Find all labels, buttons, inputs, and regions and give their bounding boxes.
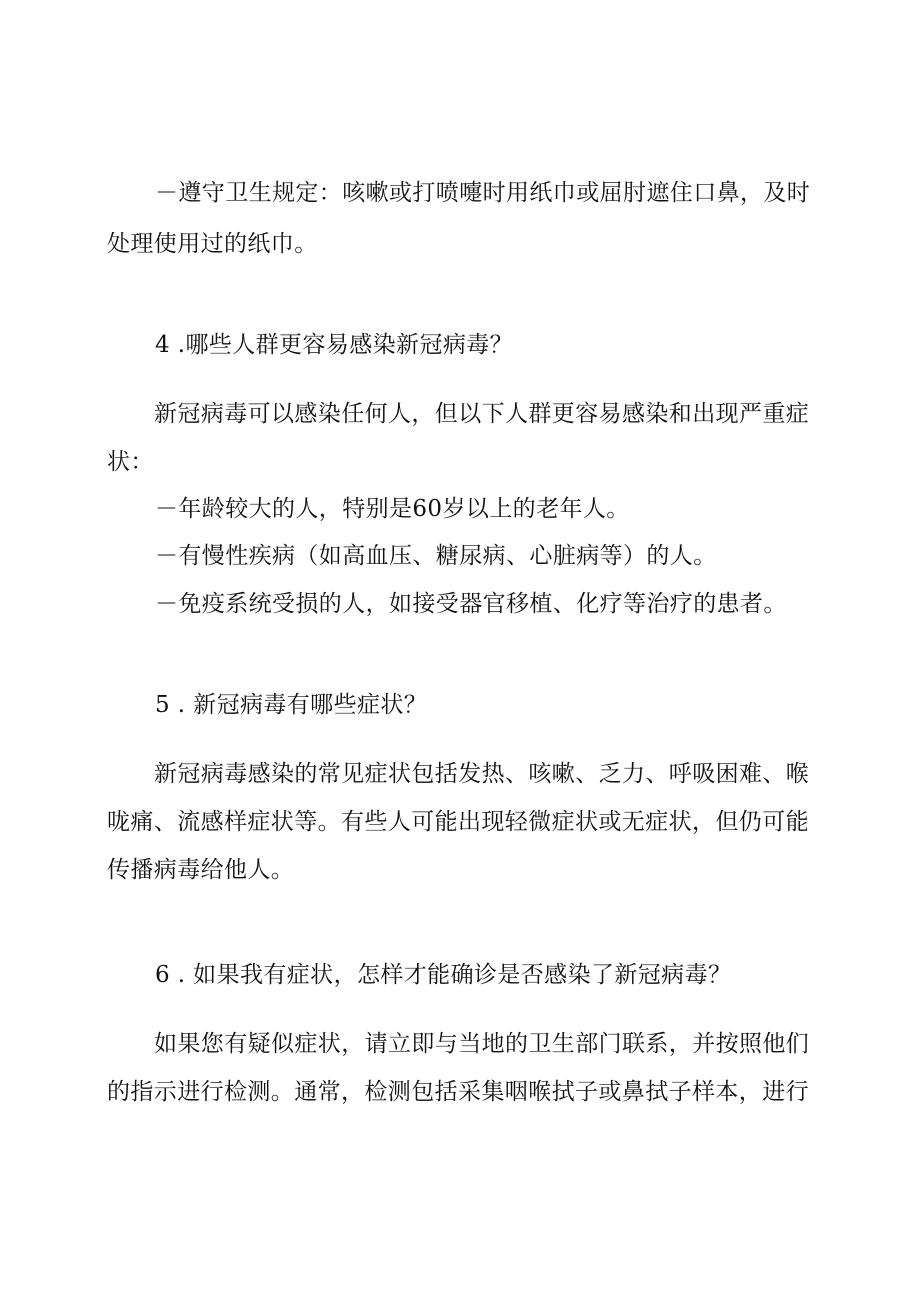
section-4-bullet-immune: －免疫系统受损的人，如接受器官移植、化疗等治疗的患者。 (155, 591, 787, 617)
section-4-heading: 4 .哪些人群更容易感染新冠病毒？ (155, 332, 514, 358)
section-6-heading: 6 . 如果我有症状，怎样才能确诊是否感染了新冠病毒？ (155, 962, 732, 988)
hygiene-bullet-line-2: 处理使用过的纸巾。 (107, 231, 318, 257)
section-5-body-line-2: 咙痛、流感样症状等。有些人可能出现轻微症状或无症状，但仍可能 (107, 809, 809, 835)
hygiene-bullet-line-1: －遵守卫生规定：咳嗽或打喷嚏时用纸巾或屈肘遮住口鼻，及时 (155, 180, 811, 206)
section-6-body-line-1: 如果您有疑似症状，请立即与当地的卫生部门联系，并按照他们 (154, 1031, 810, 1057)
section-6-body-line-2: 的指示进行检测。通常，检测包括采集咽喉拭子或鼻拭子样本，进行 (107, 1079, 809, 1105)
section-4-bullet-chronic: －有慢性疾病（如高血压、糖尿病、心脏病等）的人。 (155, 543, 717, 569)
section-4-intro-line-2: 状： (107, 449, 154, 475)
section-4-intro-line-1: 新冠病毒可以感染任何人，但以下人群更容易感染和出现严重症 (154, 401, 810, 427)
section-5-body-line-1: 新冠病毒感染的常见症状包括发热、咳嗽、乏力、呼吸困难、喉 (154, 761, 810, 787)
section-4-bullet-age: －年龄较大的人，特别是60岁以上的老年人。 (155, 496, 630, 522)
section-5-body-line-3: 传播病毒给他人。 (107, 857, 295, 883)
section-5-heading: 5 . 新冠病毒有哪些症状？ (155, 692, 428, 718)
